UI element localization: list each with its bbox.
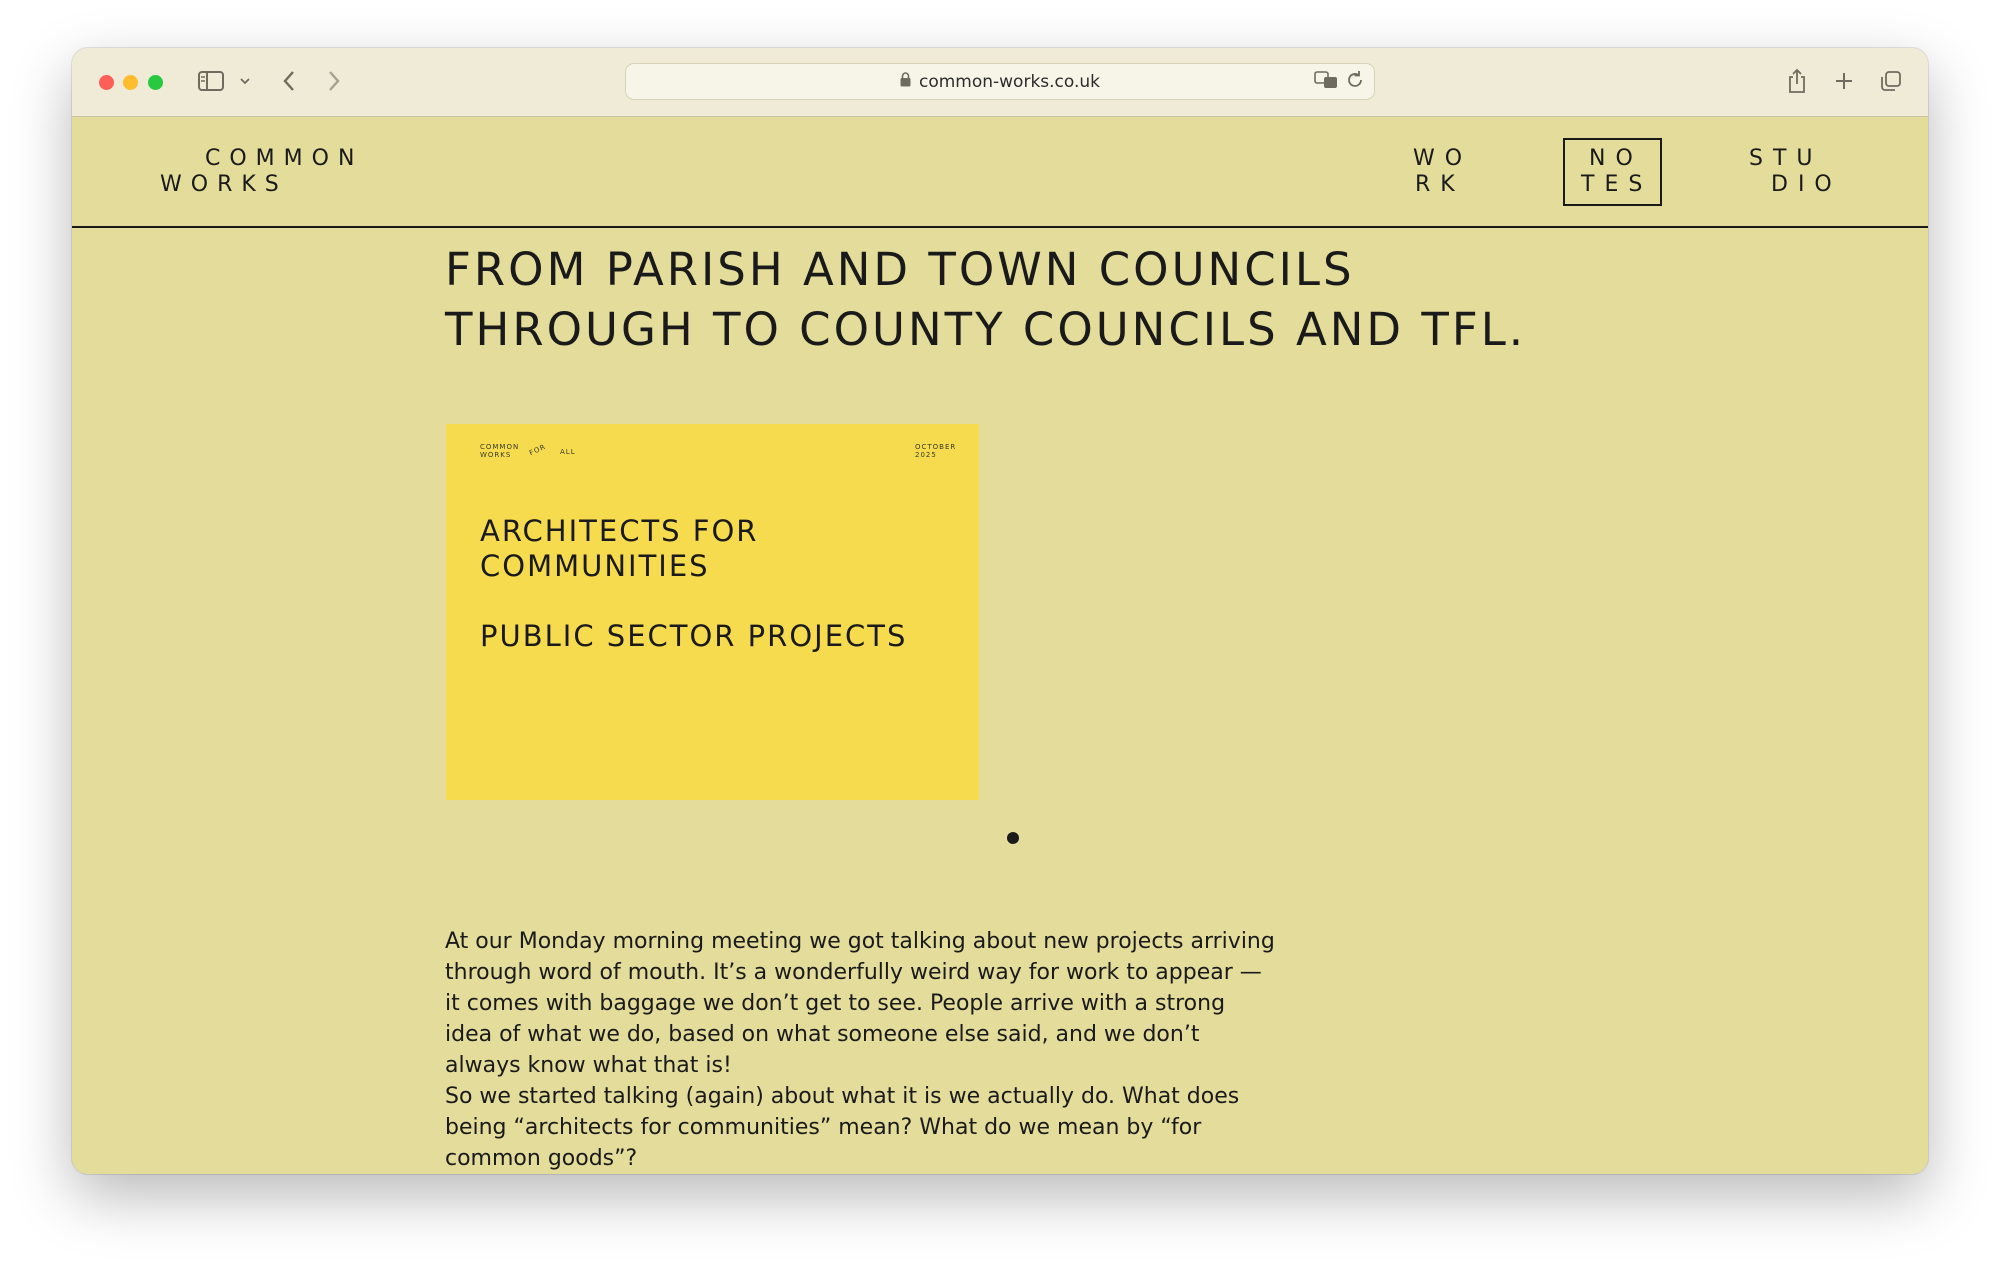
page-headline [445,240,1526,360]
article-paragraph-1: At our Monday morning meeting we got talking about new projects arriving through word of mouth. It’s a wonderfully weird way for work to appear — it comes with baggage we don’t get to see. People arrive with a strong idea of what we do, based on what someone else said, and we don’t always know what that is! [445,929,1275,1078]
lock-icon [900,72,911,92]
page-content [72,228,1928,1174]
maximize-window-button[interactable] [148,75,163,90]
site-logo[interactable] [160,146,363,198]
close-window-button[interactable] [99,75,114,90]
article-body [445,926,1275,1174]
minimize-window-button[interactable] [123,75,138,90]
nav-work-line-1: WO [1413,146,1473,171]
new-tab-icon[interactable] [1831,64,1857,98]
card-date-line-1: OCTOBER [915,443,957,451]
card-subtitle: PUBLIC SECTOR PROJECTS [480,619,908,653]
logo-line-1: COMMON [205,146,364,171]
card-title-line-1: ARCHITECTS FOR [480,514,759,548]
browser-window [72,48,1928,1174]
article-paragraph-2: So we started talking (again) about what it is we actually do. What does being “architects for communities” mean? What do we mean by “for common goods”? [445,1084,1240,1171]
card-title [480,514,758,584]
nav-notes-link[interactable] [1563,138,1662,206]
card-date-line-2: 2025 [915,451,937,459]
headline-line-1: FROM PARISH AND TOWN COUNCILS [445,243,1355,296]
nav-work-link[interactable] [1413,146,1472,198]
card-brand-for: FOR [528,442,548,458]
site-header [72,116,1928,228]
headline-line-2: THROUGH TO COUNTY COUNCILS AND TFL. [445,303,1527,356]
browser-toolbar [72,48,1928,117]
carousel-slide-card [446,424,979,800]
address-bar[interactable] [625,63,1375,100]
card-date [915,443,956,459]
reload-icon[interactable] [1346,70,1364,95]
card-title-line-2: COMMUNITIES [480,549,710,583]
card-brand-all: ALL [560,448,576,456]
translate-icon[interactable] [1314,70,1338,95]
logo-line-2: WORKS [160,172,288,197]
nav-studio-line-1: STU [1749,146,1823,171]
card-brand [480,443,519,459]
nav-work-line-2: RK [1415,172,1465,197]
forward-arrow-icon[interactable] [321,64,347,98]
card-brand-line-2: WORKS [480,451,512,459]
tab-overview-icon[interactable] [1878,64,1904,98]
chevron-down-icon[interactable] [236,64,254,98]
nav-notes-line-2: TES [1581,172,1653,197]
share-icon[interactable] [1784,64,1810,98]
card-brand-line-1: COMMON [480,443,520,451]
url-text: common-works.co.uk [918,71,1101,92]
back-arrow-icon[interactable] [276,64,302,98]
carousel-indicator-dot[interactable] [1007,832,1019,844]
nav-notes-line-1: NO [1589,146,1643,171]
nav-studio-line-2: DIO [1771,172,1842,197]
nav-studio-link[interactable] [1749,146,1842,198]
sidebar-toggle-icon[interactable] [196,64,226,98]
